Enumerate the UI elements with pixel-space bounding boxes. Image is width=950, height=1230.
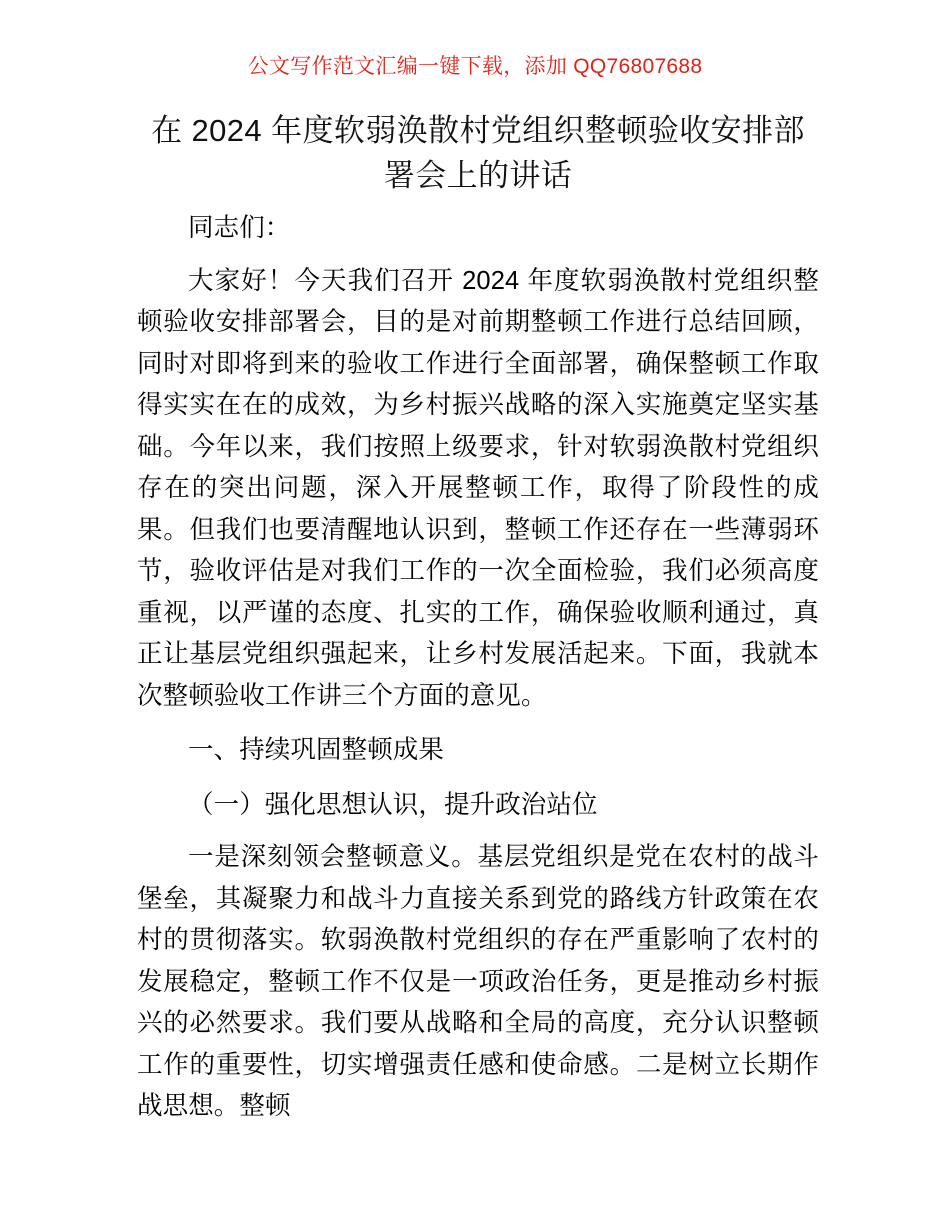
section-heading-one: 一、持续巩固整顿成果	[188, 736, 445, 764]
subsection-heading-one-one: （一）强化思想认识，提升政治站位	[188, 790, 598, 819]
promo-banner-text: 公文写作范文汇编一键下载，添加 QQ76807688	[247, 55, 703, 78]
document-body	[137, 108, 819, 1128]
document-title: 在 2024 年度软弱涣散村党组织整顿验收安排部署会上的讲话	[151, 113, 805, 193]
salutation: 同志们：	[188, 214, 291, 242]
paragraph-section-one-one: 一是深刻领会整顿意义。基层党组织是党在农村的战斗堡垒，其凝聚力和战斗力直接关系到党的路线方针政策在农村的贯彻落实。软弱涣散村党组织的存在严重影响了农村的发展稳定，整顿工作不仅是一项政治任务，更是推动乡村振兴的必然要求。我们要从战略和全局的高度，充分认识整顿工作的重要性，切实增强责任感和使命感。二是树立长期作战思想。整顿	[137, 843, 819, 1120]
paragraph-opening: 大家好！今天我们召开 2024 年度软弱涣散村党组织整顿验收安排部署会，目的是对前期整顿工作进行总结回顾，同时对即将到来的验收工作进行全面部署，确保整顿工作取得实实在在的成效，为乡村振兴战略的深入实施奠定坚实基础。今年以来，我们按照上级要求，针对软弱涣散村党组织存在的突出问题，深入开展整顿工作，取得了阶段性的成果。但我们也要清醒地认识到，整顿工作还存在一些薄弱环节，验收评估是对我们工作的一次全面检验，我们必须高度重视，以严谨的态度、扎实的工作，确保验收顺利通过，真正让基层党组织强起来，让乡村发展活起来。下面，我就本次整顿验收工作讲三个方面的意见。	[137, 266, 819, 710]
